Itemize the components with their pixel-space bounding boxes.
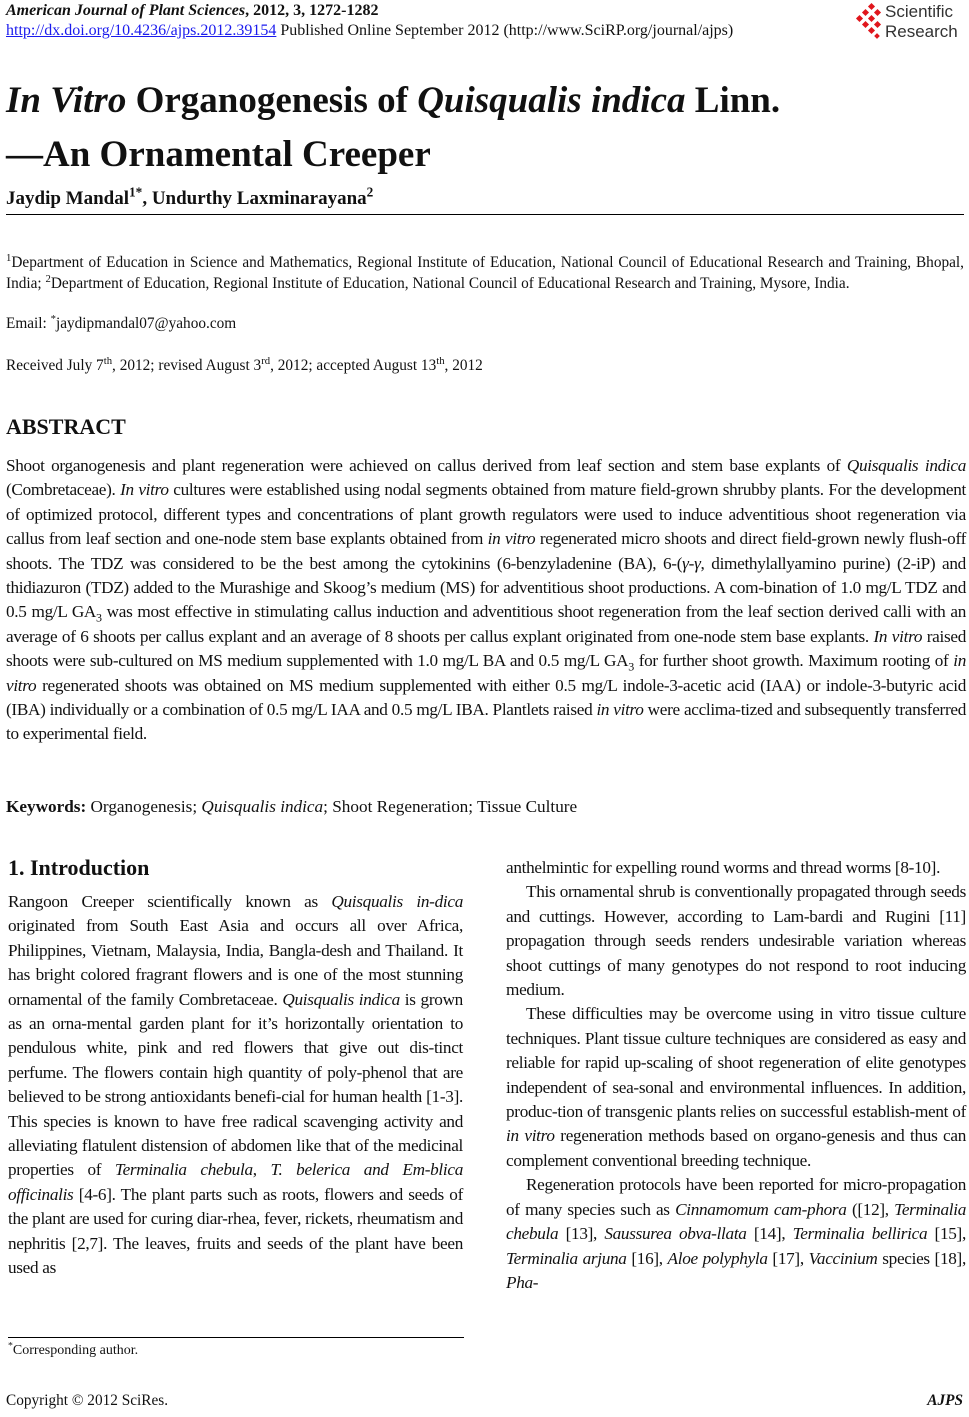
publication-info xyxy=(6,22,733,40)
logo-text-scientific: Scientific xyxy=(885,2,954,21)
journal-abbreviation: AJPS xyxy=(927,1392,963,1409)
doi-link[interactable]: http://dx.doi.org/10.4236/ajps.2012.39154 xyxy=(6,22,277,39)
journal-citation: American Journal of Plant Sciences, 2012, 3, 1272-1282 xyxy=(6,2,379,19)
copyright: Copyright © 2012 SciRes. xyxy=(6,1392,169,1409)
paragraph: This ornamental shrub is conventionally propagated through seeds and cuttings. However, according to Lam-bardi and Rugini [11] propagation through seeds renders undesirable variation whereas shoot cuttings of many genotypes do not respond to root inducing medium. xyxy=(506,882,966,1000)
received-dates: Received July 7th, 2012; revised August 3rd, 2012; accepted August 13th, 2012 xyxy=(6,354,483,374)
paper-title: In Vitro Organogenesis of Quisqualis indica Linn. —An Ornamental Creeper xyxy=(6,80,781,175)
author-email: Email: *jaydipmandal07@yahoo.com xyxy=(6,312,237,332)
keywords: Keywords: Organogenesis; Quisqualis indica; Shoot Regeneration; Tissue Culture xyxy=(6,797,578,816)
authors: Jaydip Mandal$^{1*}$, Undurthy Laxminarayana$^2$ xyxy=(6,184,374,209)
footnote-divider xyxy=(8,1337,464,1338)
paragraph: These difficulties may be overcome using in vitro tissue culture techniques. Plant tissue culture techniques are considered as easy and reliable for rapid up-scaling of shoot regeneration of elite genotypes independent of sea-sonal and environmental influences. In addition, produc-tion of transgenic plants relies on successful establish-ment of in vitro regeneration methods based on organo-genesis and thus can complement conventional breeding technique. xyxy=(506,1004,967,1170)
divider xyxy=(6,214,964,215)
affiliations: $^1$Department of Education in Science and Mathematics, Regional Institute of Education, National Council of Educational Research and Training, Bhopal, India; $^2$Department of Education, Regional Institute of Education, National Council of Educational Research and Training, Mysore, India. xyxy=(6,251,964,292)
left-column xyxy=(8,890,463,1281)
logo-diamonds-icon xyxy=(855,2,885,42)
abstract-text: Shoot organogenesis and plant regeneration were achieved on callus derived from leaf section and stem base explants of Quisqualis indica (Combretaceae). In vitro cultures were established using nodal segments obtained from mature field-grown shrubby plants. For the development of optimized protocol, different types and concentrations of plant growth regulators were used to induce adventitious shoot regeneration via callus from leaf section and one-node stem base explants obtained from in vitro regenerated micro shoots and direct field-grown newly flush-off shoots. The TDZ was considered to be the best among the cytokinins (6-benzyladenine (BA), 6-(γ-γ, dimethylallyamino purine) (2-iP) and thidiazuron (TDZ) added to the Murashige and Skoog’s medium (MS) for adventitious shoot productions. A com-bination of 1.0 mg/L TDZ and 0.5 mg/L $GA_3$ was most effective in stimulating callus induction and adventitious shoot regeneration from the leaf section derived calli with an average of 6 shoots per callus explant and an average of 8 shoots per callus explant originated from one-node stem base explants. In vitro raised shoots were sub-cultured on MS medium supplemented with 1.0 mg/L BA and 0.5 mg/L $GA_3$ for further shoot growth. Maximum rooting of in vitro regenerated shoots was obtained on MS medium supplemented with either 0.5 mg/L indole-3-acetic acid (IAA) or indole-3-butyric acid (IBA) individually or a combination of 0.5 mg/L IAA and 0.5 mg/L IBA. Plantlets raised in vitro were acclima-tized and subsequently transferred to experimental field. xyxy=(6,456,967,744)
paragraph: Regeneration protocols have been reported for micro-propagation of many species such as Cinnamomum cam-phora ([12], Terminalia chebula [13], Saussurea obva-llata [14], Terminalia bellirica [15], Terminalia arjuna [16], Aloe polyphyla [17], Vaccinium species [18], Pha- xyxy=(506,1175,966,1292)
paragraph: anthelmintic for expelling round worms and thread worms [8-10]. xyxy=(506,858,941,877)
section-heading-introduction: 1. Introduction xyxy=(8,855,150,880)
right-column xyxy=(506,856,966,1295)
footnote: *Corresponding author. xyxy=(8,1340,139,1358)
scientific-research-logo xyxy=(855,2,965,44)
published-online: Published Online September 2012 (http://www.SciRP.org/journal/ajps) xyxy=(276,22,734,39)
paragraph: Rangoon Creeper scientifically known as Quisqualis in-dica originated from South East Asia and occurs all over Africa, Philippines, Vietnam, Malaysia, India, Bangla-desh and Thailand. It has bright colored fragrant flowers and is one of the most stunning ornamental of the family Combretaceae. Quisqualis indica is grown as an orna-mental garden plant for it’s horizontally orientation to pendulous white, pink and red flowers that give out dis-tinct perfume. The flowers contain high quantity of poly-phenol that are believed to be strong antioxidants benefi-cial for human health [1-3]. This species is known to have free radical scavenging activity and alleviating flatulent distension of abdomen like that of the medicinal properties of Terminalia chebula, T. belerica and Em-blica officinalis [4-6]. The plant parts such as roots, flowers and seeds of the plant are used for curing diar-rhea, fever, rickets, rheumatism and nephritis [2,7]. The leaves, fruits and seeds of the plant have been used as xyxy=(8,892,464,1278)
logo-text-research: Research xyxy=(885,22,958,41)
abstract-heading: ABSTRACT xyxy=(6,414,126,439)
